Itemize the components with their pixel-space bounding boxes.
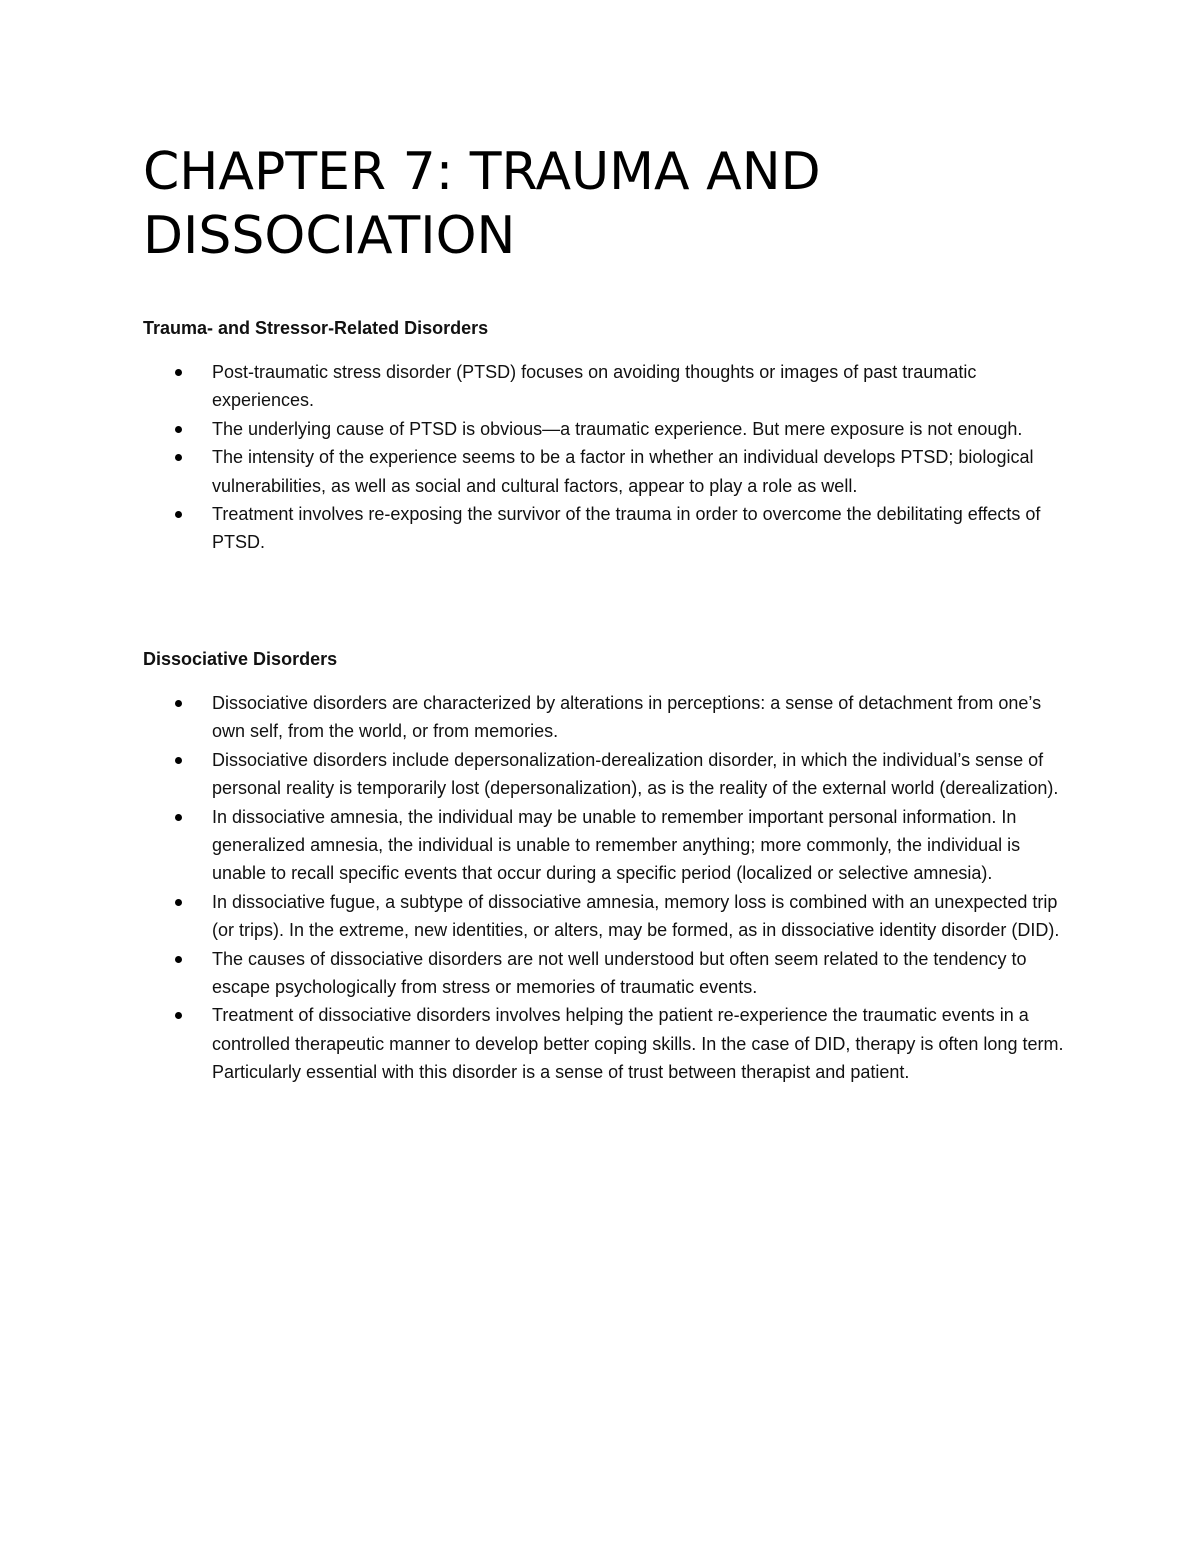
bullet-icon [175, 700, 182, 707]
list-item [212, 415, 1072, 443]
list-item [212, 746, 1072, 803]
list-item [212, 443, 1072, 500]
list-item [212, 1001, 1072, 1086]
bullet-icon [175, 757, 182, 764]
bullet-icon [175, 956, 182, 963]
list-item [212, 888, 1072, 945]
bullet-icon [175, 454, 182, 461]
bullet-icon [175, 369, 182, 376]
list-item-text: In dissociative fugue, a subtype of dissociative amnesia, memory loss is combined with an unexpected trip (or trips). In the extreme, new identities, or alters, may be formed, as in dissociative identity disorder (DID). [212, 891, 1060, 941]
bullet-icon [175, 814, 182, 821]
bullet-icon [175, 899, 182, 906]
list-item-text: The underlying cause of PTSD is obvious—a traumatic experience. But mere exposure is not enough. [212, 418, 1023, 439]
list-item [212, 358, 1072, 415]
bullet-list-trauma [212, 358, 1072, 557]
section-heading-dissociative: Dissociative Disorders [143, 649, 338, 669]
list-item-text: Treatment of dissociative disorders involves helping the patient re-experience the traumatic events in a controlled therapeutic manner to develop better coping skills. In the case of DID, therapy is often long term. Particularly essential with this disorder is a sense of trust between therapist and patient. [212, 1005, 1064, 1083]
bullet-icon [175, 426, 182, 433]
list-item [212, 803, 1072, 888]
list-item-text: Treatment involves re-exposing the survivor of the trauma in order to overcome the debilitating effects of PTSD. [212, 504, 1041, 553]
bullet-icon [175, 1012, 182, 1019]
list-item [212, 689, 1072, 746]
list-item-text: Dissociative disorders are characterized by alterations in perceptions: a sense of detachment from one’s own self, from the world, or from memories. [212, 693, 1042, 742]
list-item-text: The causes of dissociative disorders are not well understood but often seem related to the tendency to escape psychologically from stress or memories of traumatic events. [212, 948, 1027, 998]
list-item-text: Dissociative disorders include depersonalization-derealization disorder, in which the individual’s sense of personal reality is temporarily lost (depersonalization), as is the reality of the external world (derealization). [212, 749, 1059, 799]
list-item [212, 500, 1072, 557]
bullet-list-dissociative [212, 689, 1072, 1087]
page-title: CHAPTER 7: TRAUMA AND DISSOCIATION [143, 142, 821, 266]
section-heading-trauma: Trauma- and Stressor-Related Disorders [143, 318, 489, 338]
bullet-icon [175, 511, 182, 518]
list-item-text: The intensity of the experience seems to be a factor in whether an individual develops PTSD; biological vulnerabilities, as well as social and cultural factors, appear to play a role as well. [212, 447, 1034, 496]
list-item [212, 945, 1072, 1002]
list-item-text: Post-traumatic stress disorder (PTSD) focuses on avoiding thoughts or images of past traumatic experiences. [212, 362, 977, 411]
list-item-text: In dissociative amnesia, the individual may be unable to remember important personal information. In generalized amnesia, the individual is unable to remember anything; more commonly, the individual is unable to recall specific events that occur during a specific period (localized or selective amnesia). [212, 806, 1021, 884]
